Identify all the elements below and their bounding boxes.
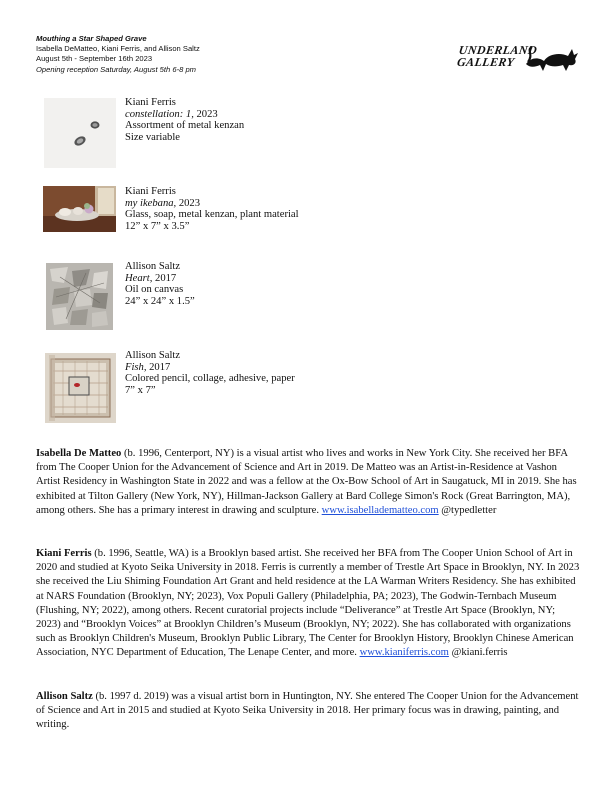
artist-bio — [36, 547, 580, 661]
bio-text: (b. 1997 d. 2019) was a visual artist born in Huntington, NY. She entered The Cooper Union for the Advancement of Science and Art in 2015 and studied at Kyoto Seika University in 2018. Her primary focus was in drawing, painting, and writing. — [36, 691, 579, 731]
artist-website-link[interactable]: www.kianiferris.com — [359, 647, 449, 659]
artwork-year: 2017 — [146, 361, 171, 373]
exhibition-dates: August 5th - September 16th 2023 — [36, 54, 153, 64]
artwork-size: Size variable — [125, 131, 181, 143]
artwork-size: 7” x 7” — [125, 384, 156, 396]
artwork-medium: Colored pencil, collage, adhesive, paper — [125, 373, 295, 385]
artwork-artist: Allison Saltz — [125, 350, 181, 361]
logo-wordmark — [456, 43, 539, 69]
artwork-image-fish — [45, 353, 116, 423]
logo-line-2: GALLERY — [456, 55, 516, 69]
artwork-year: 2023 — [176, 197, 201, 209]
exhibition-header — [36, 34, 200, 75]
artist-name: Isabella De Matteo — [36, 448, 122, 459]
artwork-size: 12” x 7” x 3.5” — [125, 220, 190, 232]
bio-text: (b. 1996, Centerport, NY) is a visual artist who lives and works in New York City. She received her BFA from The Cooper Union for the Advancement of Science and Art in 2019. De Matteo was an Artist-in-Residence at Vashon Artist Residency in Washington State in 2022 and was a fellow at the Ox-Bow School of Art in Saugatuck, MI in 2019. She has exhibited at Tilton Gallery (New York, NY), Hillman-Jackson Gallery at Bard College Simon's Rock (Great Barrington, MA), among others. She has a primary interest in drawing and sculpture. — [36, 448, 577, 516]
artist-handle: @kiani.ferris — [448, 647, 508, 659]
artwork-title: Heart, — [125, 272, 153, 284]
artwork-year: 2023 — [193, 108, 218, 120]
logo-line-1: UNDERLAND — [457, 43, 539, 57]
artwork-size: 24” x 24” x 1.5” — [125, 295, 195, 307]
artwork-title: constellation: 1, — [125, 108, 194, 120]
artwork-artist: Kiani Ferris — [125, 186, 176, 197]
artwork-image-constellation — [44, 98, 116, 168]
artwork-year: 2017 — [152, 272, 177, 284]
artist-name: Allison Saltz — [36, 691, 93, 702]
artwork-artist: Allison Saltz — [125, 261, 181, 272]
artwork-image-my-ikebana — [43, 186, 116, 232]
artwork-caption — [125, 261, 195, 307]
artist-website-link[interactable]: www.isabelladematteo.com — [321, 504, 439, 516]
artist-name: Kiani Ferris — [36, 548, 92, 559]
artist-bio — [36, 447, 580, 518]
artist-handle: @typedletter — [438, 504, 497, 516]
artwork-caption — [125, 350, 295, 396]
artwork-title: my ikebana, — [125, 197, 177, 209]
artwork-medium: Assortment of metal kenzan — [125, 120, 245, 132]
artist-bio — [36, 690, 580, 733]
bio-text: (b. 1996, Seattle, WA) is a Brooklyn based artist. She received her BFA from The Cooper Union School of Art in 2020 and studied at Kyoto Seika University in 2018. Ferris is currently a member of Trestle Art Space in Brooklyn, NY. In 2023 she received the Liu Shiming Foundation Art Grant and held residence at the LA Warman Writers Residency. She has exhibited at NARS Foundation (Brooklyn, NY; 2023), Vox Populi Gallery (Philadelphia, PA; 2023), The Godwin-Ternbach Museum (Flushing, NY; 2022), among others. Recent curatorial projects include “Deliverance” at Trestle Art Space (Brooklyn, NY; 2023) and “Brooklyn Voices” at Brooklyn Children’s Museum (Brooklyn, NY; 2022). She has collaborated with organizations such as Brooklyn Children's Museum, Brooklyn Public Library, The Center for Brooklyn History, Brooklyn Chinese American Association, NYC Department of Education, The Lenape Center, and more. — [36, 548, 580, 659]
artwork-title: Fish, — [125, 361, 147, 373]
fox-icon — [524, 44, 580, 74]
exhibition-title: Mouthing a Star Shaped Grave — [36, 34, 147, 43]
exhibition-artists: Isabella DeMatteo, Kiani Ferris, and Allison Saltz — [36, 44, 200, 54]
artwork-caption — [125, 186, 299, 232]
artwork-image-heart — [46, 263, 113, 330]
artwork-medium: Oil on canvas — [125, 284, 184, 296]
opening-reception: Opening reception Saturday, August 5th 6-8 pm — [36, 64, 196, 74]
artwork-caption — [125, 97, 244, 143]
gallery-logo — [458, 44, 582, 80]
artwork-artist: Kiani Ferris — [125, 97, 176, 108]
artwork-medium: Glass, soap, metal kenzan, plant material — [125, 209, 299, 221]
